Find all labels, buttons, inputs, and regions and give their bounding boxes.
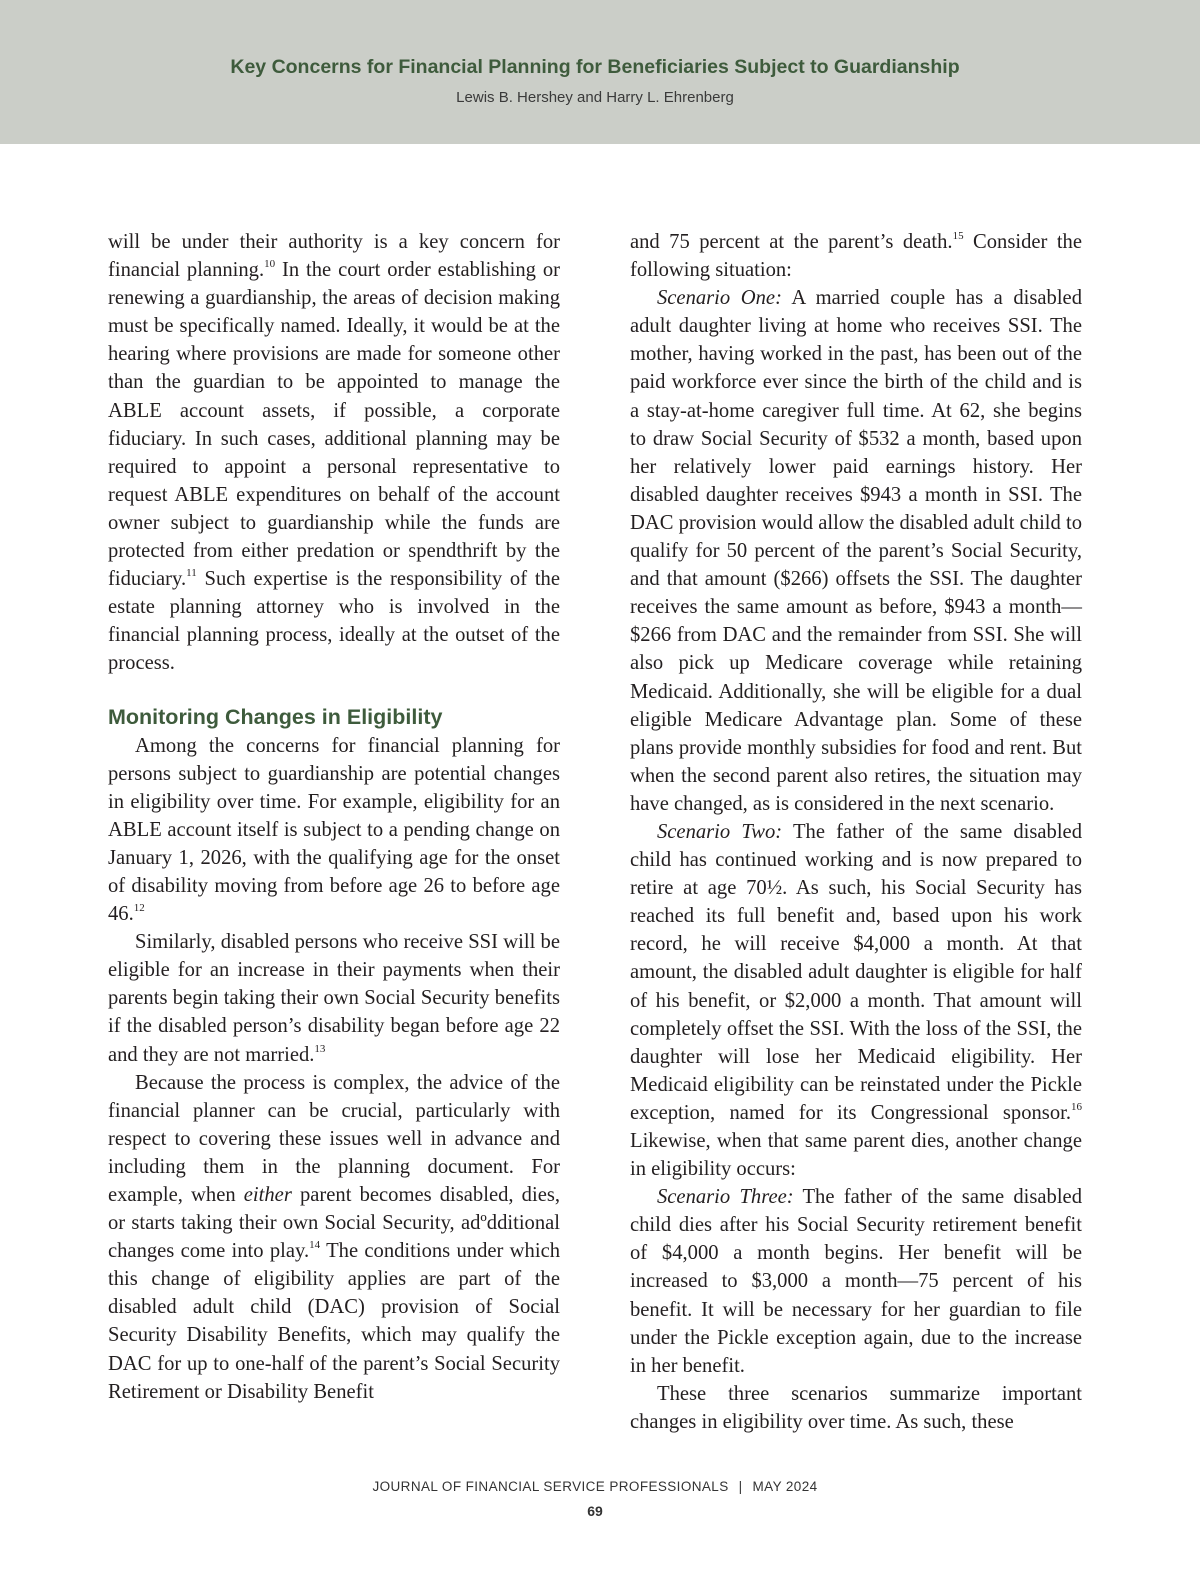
article-authors: Lewis B. Hershey and Harry L. Ehrenberg: [456, 89, 734, 106]
paragraph: Scenario One: A married couple has a disabled adult daughter living at home who receives SSI. The mother, having worked in the past, has been out of the paid workforce ever since the birth of the child and is a stay-at-home caregiver full time. At 62, she begins to draw Social Security of $532 a month, based upon her relatively lower paid earnings history. Her disabled daughter receives $943 a month in SSI. The DAC provision would allow the disabled adult child to qualify for 50 percent of the parent’s Social Security, and that amount ($266) offsets the SSI. The daughter receives the same amount as before, $943 a month—$266 from DAC and the remainder from SSI. She will also pick up Medicare coverage while retaining Medicaid. Additionally, she will be eligible for a dual eligible Medicare Advantage plan. Some of these plans provide monthly subsidies for food and rent. But when the second parent also retires, the situation may have changed, as is considered in the next scenario.: [630, 287, 1082, 815]
paragraph: Similarly, disabled persons who receive SSI will be eligible for an increase in their payments when their parents begin taking their own Social Security benefits if the disabled person’s disability began before age 22 and they are not married.$^{13}$: [108, 931, 560, 1066]
paragraph: Among the concerns for financial planning for persons subject to guardianship are potential changes in eligibility over time. For example, eligibility for an ABLE account itself is subject to a pending change on January 1, 2026, with the qualifying age for the onset of disability moving from before age 26 to before age 46.12: [108, 734, 560, 926]
page-number: 69: [587, 1503, 603, 1519]
issue-date: MAY 2024: [752, 1479, 818, 1494]
paragraph: will be under their authority is a key concern for financial planning.$^{10}$ In the court order establishing or renewing a guardianship, the areas of decision making must be specifically named. Ideally, it would be at the hearing where provisions are made for someone other than the guardian to be appointed to manage the ABLE account assets, if possible, a corporate fiduciary. In such cases, additional planning may be required to appoint a personal representative to request ABLE expenditures on behalf of the account owner subject to guardianship while the funds are protected from either predation or spendthrift by the fiduciary.$^{11}$ Such expertise is the responsibility of the estate planning attorney who is involved in the financial planning process, ideally at the outset of the process.: [108, 231, 560, 675]
left-column: [108, 228, 560, 1406]
scenario-label: Scenario One:: [657, 287, 782, 310]
footnote-ref[interactable]: 11: [186, 567, 197, 580]
article-title: Key Concerns for Financial Planning for Beneficiaries Subject to Guardianship: [230, 56, 960, 78]
footnote-ref[interactable]: 10: [264, 258, 276, 271]
paragraph: These three scenarios summarize important changes in eligibility over time. As such, these: [630, 1382, 1082, 1433]
paragraph: Because the process is complex, the advice of the financial planner can be crucial, particularly with respect to covering these issues well in advance and including them in the planning document. For example, when either parent becomes disabled, dies, or starts taking their own Social Security, adºdditional changes come into play.$^{14}$ The conditions under which this change of eligibility applies are part of the disabled adult child (DAC) provision of Social Security Disability Benefits, which may qualify the DAC for up to one-half of the parent’s Social Security Retirement or Disability Benefit: [108, 1071, 561, 1403]
right-column: [630, 228, 1082, 1436]
paragraph: Scenario Two: The father of the same disabled child has continued working and is now prepared to retire at age 70½. As such, his Social Security has reached its full benefit and, based upon his work record, he will receive $4,000 a month. At that amount, the disabled adult daughter is eligible for half of his benefit, or $2,000 a month. That amount will completely offset the SSI. With the loss of the SSI, the daughter will lose her Medicaid eligibility. Her Medicaid eligibility can be reinstated under the Pickle exception, named for its Congressional sponsor.$^{16}$ Likewise, when that same parent dies, another change in eligibility occurs:: [630, 820, 1082, 1181]
journal-name: JOURNAL OF FINANCIAL SERVICE PROFESSIONALS: [372, 1479, 729, 1494]
footnote-ref[interactable]: 15: [952, 230, 964, 243]
page-footer: [0, 1479, 1190, 1494]
paragraph: and 75 percent at the parent’s death.$^{15}$ Consider the following situation:: [630, 230, 1082, 282]
footnote-ref[interactable]: 14: [309, 1239, 321, 1252]
scenario-label: Scenario Three:: [657, 1186, 794, 1209]
footer-separator: |: [738, 1479, 743, 1494]
scenario-label: Scenario Two:: [657, 820, 783, 843]
footnote-ref[interactable]: 13: [314, 1042, 326, 1055]
footnote-ref[interactable]: 16: [1071, 1101, 1082, 1114]
section-heading: Monitoring Changes in Eligibility: [108, 704, 443, 729]
footnote-ref[interactable]: 12: [133, 902, 145, 915]
paragraph: Scenario Three: The father of the same disabled child dies after his Social Security retirement benefit of $4,000 a month begins. Her benefit will be increased to $3,000 a month—75 percent of his benefit. It will be necessary for her guardian to file under the Pickle exception again, due to the increase in her benefit.: [630, 1186, 1082, 1377]
